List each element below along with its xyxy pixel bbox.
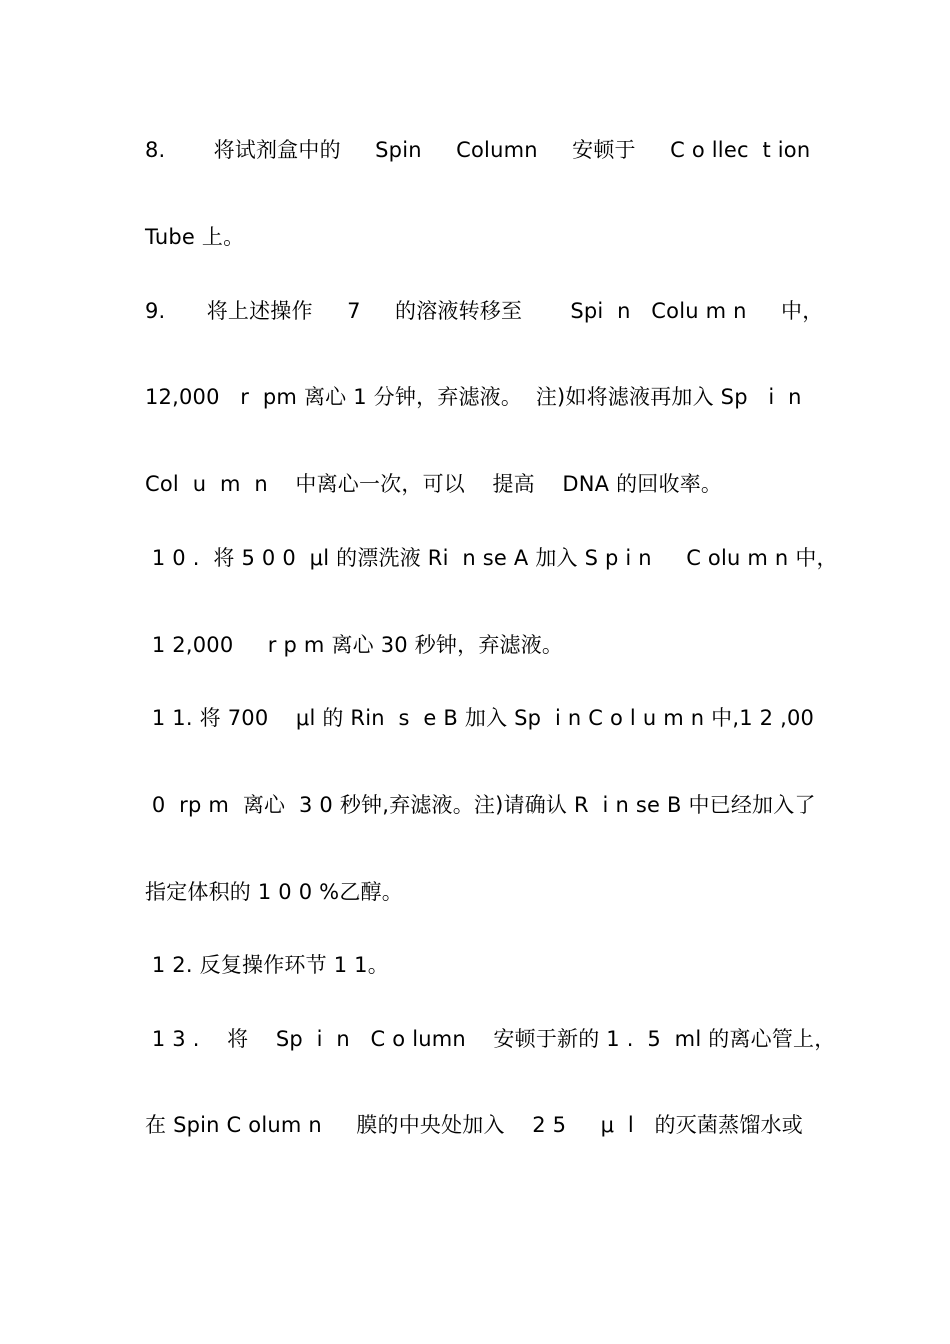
text-line: 8. 将试剂盒中的 Spin Column 安顿于 C o llec t ion [145, 138, 811, 162]
text-line: 1 1. 将 700 μl 的 Rin s e B 加入 Sp i n C o l u m n 中,1 2 ,00 [145, 706, 815, 730]
text-line: 1 2. 反复操作环节 1 1。 [145, 953, 389, 977]
text-line: 0 rp m 离心 3 0 秒钟,弃滤液。注)请确认 R i n se B 中已经加入了 [145, 793, 816, 817]
text-line: 9. 将上述操作 7 的溶液转移至 Spi n Colu m n 中， [145, 299, 824, 323]
text-line: 1 3 . 将 Sp i n C o lumn 安顿于新的 1 . 5 ml 的离心管上， [145, 1027, 836, 1051]
text-line: 12,000 r pm 离心 1 分钟，弃滤液。 注)如将滤液再加入 Sp i n [145, 385, 802, 409]
text-line: 1 2,000 r p m 离心 30 秒钟，弃滤液。 [145, 633, 564, 657]
text-line: Tube 上。 [145, 225, 245, 249]
text-line: 1 0 . 将 5 0 0 μl 的漂洗液 Ri n se A 加入 S p i n C olu m n 中， [145, 546, 838, 570]
text-line: 指定体积的 1 0 0 %乙醇。 [145, 880, 403, 904]
text-line: 在 Spin C olum n 膜的中央处加入 2 5 μ l 的灭菌蒸馏水或 [145, 1113, 803, 1137]
text-line: Col u m n 中离心一次，可以 提高 DNA 的回收率。 [145, 472, 723, 496]
